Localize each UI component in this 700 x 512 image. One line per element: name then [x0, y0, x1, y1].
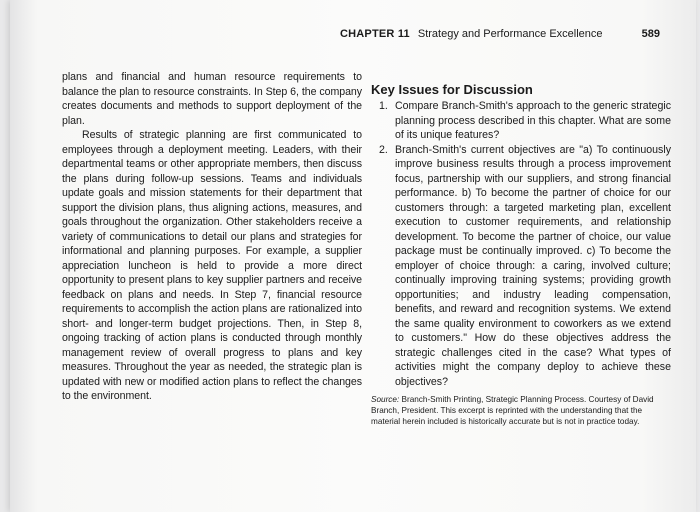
source-label: Source:: [371, 395, 400, 404]
page-number: 589: [641, 28, 660, 40]
discussion-question: [371, 99, 671, 143]
chapter-label: CHAPTER 11: [340, 28, 410, 40]
source-text: Branch-Smith Printing, Strategic Planning Process. Courtesy of David Branch, President. This excerpt is reprinted with the understanding that the material herein included is historically accurate but is not in practice today.: [371, 395, 654, 427]
question-number: 2.: [379, 143, 388, 156]
discussion-section: [371, 82, 671, 428]
question-number: 1.: [379, 100, 388, 112]
question-text: Branch-Smith's current objectives are "a) To continuously improve business results through a process improvement focus, partnership with our suppliers, and strong financial performance. b) To become the partner of choice for our customers through: a targeted marketing plan, excellent execution to customer requirements, and relationship development. To become the partner of choice, our value package must be continually improved. c) To become the employer of choice through: a caring, involved culture; continually improving training systems; providing growth opportunities; and industry leading compensation, benefits, and reward and recognition systems. We extend the same quality environment to coworkers as we extend to customers." How do these objectives address the strategic challenges cited in the case? What types of activities might the company deploy to achieve these objectives?: [395, 143, 671, 388]
body-paragraph: Results of strategic planning are first communicated to employees through a deployment meeting. Leaders, with their departmental teams or other appropriate members, then discuss the plans during follow-up sessions. Teams and individuals update goals and mission statements for their department that support the division plans, thus aligning actions, measures, and goals throughout the organization. Other stakeholders receive a variety of communications to detail our plans and strategies for informational and planning purposes. For example, a supplier appreciation luncheon is held to provide a more direct opportunity to present plans to key supplier partners and receive feedback on plans and needs. In Step 7, financial resource requirements to accomplish the action plans are rationalized into short- and longer-term budget projections. Then, in Step 8, ongoing tracking of action plans is conducted through monthly management review of overall progress to plans and key measures. Throughout the year as needed, the strategic plan is updated with new or modified action plans to reflect the changes to the environment.: [62, 129, 362, 402]
page-header: [340, 28, 680, 48]
discussion-question-list: [371, 99, 671, 389]
source-citation: [371, 394, 671, 428]
left-column-text: [62, 70, 362, 404]
section-heading: Key Issues for Discussion: [371, 82, 533, 97]
textbook-page: [10, 0, 696, 512]
question-text: Compare Branch-Smith's approach to the generic strategic planning process described in this chapter. What are some of its unique features?: [395, 100, 671, 141]
chapter-title: Strategy and Performance Excellence: [417, 28, 603, 40]
discussion-question: [371, 143, 671, 390]
body-paragraph: plans and financial and human resource requirements to balance the plan to resource constraints. In Step 6, the company creates documents and methods to support deployment of the plan.: [62, 71, 362, 127]
